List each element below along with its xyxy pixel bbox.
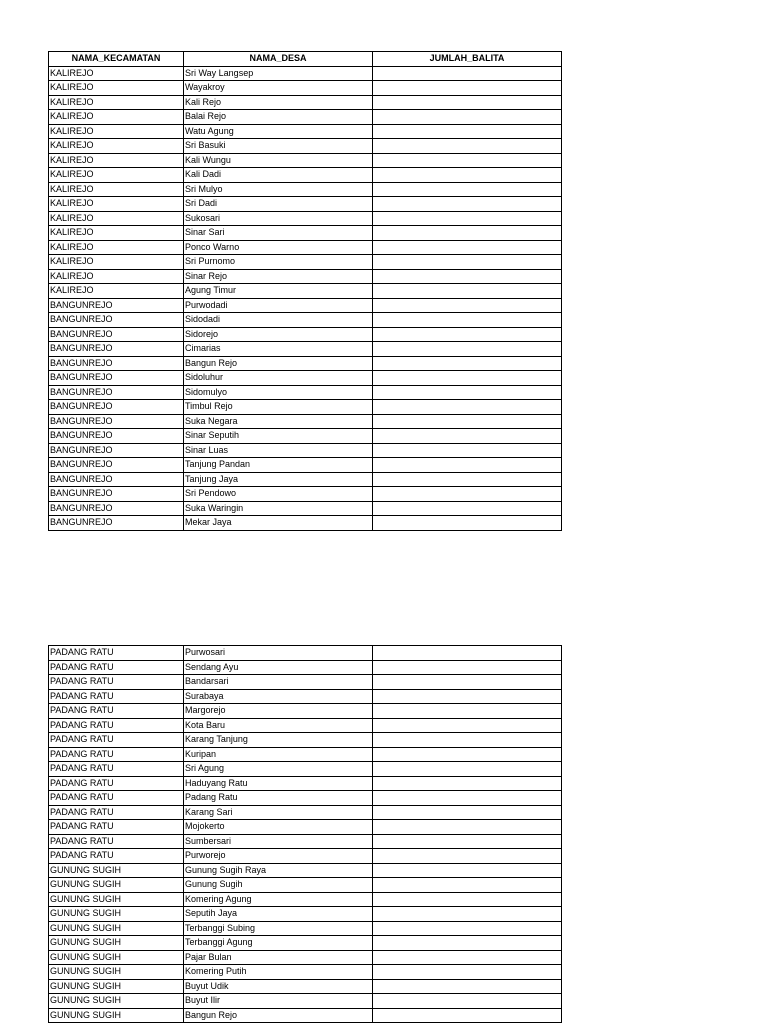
jumlah-balita-cell[interactable] (373, 197, 562, 212)
jumlah-balita-cell[interactable] (373, 689, 562, 704)
table-row (49, 139, 562, 154)
jumlah-balita-cell[interactable] (373, 1008, 562, 1023)
desa-cell[interactable]: Buyut Ilir (184, 994, 373, 1009)
desa-cell[interactable]: Margorejo (184, 704, 373, 719)
table-row (49, 66, 562, 81)
jumlah-balita-cell[interactable] (373, 820, 562, 835)
table-row (49, 269, 562, 284)
desa-cell[interactable]: Sinar Seputih (184, 429, 373, 444)
desa-cell[interactable]: Wayakroy (184, 81, 373, 96)
jumlah-balita-cell[interactable] (373, 211, 562, 226)
table-row (49, 733, 562, 748)
kecamatan-cell[interactable]: KALIREJO (49, 124, 184, 139)
jumlah-balita-cell[interactable] (373, 95, 562, 110)
desa-cell[interactable]: Purworejo (184, 849, 373, 864)
desa-cell[interactable]: Kuripan (184, 747, 373, 762)
kecamatan-cell[interactable]: BANGUNREJO (49, 472, 184, 487)
desa-cell[interactable]: Sri Purnomo (184, 255, 373, 270)
jumlah-balita-cell[interactable] (373, 994, 562, 1009)
table-row (49, 400, 562, 415)
kecamatan-cell[interactable]: KALIREJO (49, 139, 184, 154)
kecamatan-cell[interactable]: GUNUNG SUGIH (49, 1008, 184, 1023)
desa-cell[interactable]: Gunung Sugih (184, 878, 373, 893)
desa-cell[interactable]: Terbanggi Subing (184, 921, 373, 936)
table-row (49, 472, 562, 487)
kecamatan-cell[interactable]: GUNUNG SUGIH (49, 965, 184, 980)
kecamatan-cell[interactable]: PADANG RATU (49, 805, 184, 820)
jumlah-balita-cell[interactable] (373, 516, 562, 531)
jumlah-balita-cell[interactable] (373, 124, 562, 139)
table-row (49, 921, 562, 936)
jumlah-balita-cell[interactable] (373, 284, 562, 299)
jumlah-balita-cell[interactable] (373, 240, 562, 255)
desa-cell[interactable]: Tanjung Pandan (184, 458, 373, 473)
kecamatan-cell[interactable]: BANGUNREJO (49, 400, 184, 415)
table-row (49, 704, 562, 719)
jumlah-balita-cell[interactable] (373, 921, 562, 936)
table-row (49, 429, 562, 444)
kecamatan-cell[interactable]: PADANG RATU (49, 675, 184, 690)
jumlah-balita-cell[interactable] (373, 487, 562, 502)
jumlah-balita-cell[interactable] (373, 414, 562, 429)
kecamatan-cell[interactable]: BANGUNREJO (49, 298, 184, 313)
kecamatan-cell[interactable]: BANGUNREJO (49, 516, 184, 531)
jumlah-balita-cell[interactable] (373, 313, 562, 328)
desa-cell[interactable]: Pajar Bulan (184, 950, 373, 965)
desa-cell[interactable]: Sinar Sari (184, 226, 373, 241)
jumlah-balita-cell[interactable] (373, 646, 562, 661)
kecamatan-cell[interactable]: PADANG RATU (49, 791, 184, 806)
table-row (49, 458, 562, 473)
jumlah-balita-cell[interactable] (373, 429, 562, 444)
jumlah-balita-cell[interactable] (373, 834, 562, 849)
header-jumlah-balita: JUMLAH_BALITA (373, 52, 562, 67)
kecamatan-cell[interactable]: PADANG RATU (49, 660, 184, 675)
jumlah-balita-cell[interactable] (373, 458, 562, 473)
desa-cell[interactable]: Bangun Rejo (184, 1008, 373, 1023)
desa-cell[interactable]: Seputih Jaya (184, 907, 373, 922)
jumlah-balita-cell[interactable] (373, 892, 562, 907)
kecamatan-cell[interactable]: KALIREJO (49, 211, 184, 226)
jumlah-balita-cell[interactable] (373, 675, 562, 690)
table-row (49, 646, 562, 661)
kecamatan-cell[interactable]: BANGUNREJO (49, 385, 184, 400)
kecamatan-cell[interactable]: PADANG RATU (49, 820, 184, 835)
table-row (49, 197, 562, 212)
table-row (49, 718, 562, 733)
table-row (49, 849, 562, 864)
desa-cell[interactable]: Sinar Rejo (184, 269, 373, 284)
desa-cell[interactable]: Tanjung Jaya (184, 472, 373, 487)
jumlah-balita-cell[interactable] (373, 356, 562, 371)
table-row (49, 356, 562, 371)
jumlah-balita-cell[interactable] (373, 805, 562, 820)
desa-cell[interactable]: Sri Dadi (184, 197, 373, 212)
desa-cell[interactable]: Buyut Udik (184, 979, 373, 994)
desa-cell[interactable]: Sri Pendowo (184, 487, 373, 502)
table-row (49, 255, 562, 270)
kecamatan-cell[interactable]: BANGUNREJO (49, 313, 184, 328)
kecamatan-cell[interactable]: GUNUNG SUGIH (49, 892, 184, 907)
desa-cell[interactable]: Suka Negara (184, 414, 373, 429)
jumlah-balita-cell[interactable] (373, 153, 562, 168)
table-row (49, 776, 562, 791)
kecamatan-cell[interactable]: KALIREJO (49, 197, 184, 212)
table-row (49, 342, 562, 357)
jumlah-balita-cell[interactable] (373, 66, 562, 81)
desa-cell[interactable]: Kali Rejo (184, 95, 373, 110)
jumlah-balita-cell[interactable] (373, 269, 562, 284)
kecamatan-cell[interactable]: GUNUNG SUGIH (49, 921, 184, 936)
jumlah-balita-cell[interactable] (373, 965, 562, 980)
jumlah-balita-cell[interactable] (373, 704, 562, 719)
jumlah-balita-cell[interactable] (373, 255, 562, 270)
kecamatan-cell[interactable]: BANGUNREJO (49, 356, 184, 371)
jumlah-balita-cell[interactable] (373, 849, 562, 864)
kecamatan-cell[interactable]: KALIREJO (49, 153, 184, 168)
kecamatan-cell[interactable]: KALIREJO (49, 182, 184, 197)
jumlah-balita-cell[interactable] (373, 342, 562, 357)
jumlah-balita-cell[interactable] (373, 747, 562, 762)
header-nama-desa: NAMA_DESA (184, 52, 373, 67)
desa-cell[interactable]: Timbul Rejo (184, 400, 373, 415)
desa-cell[interactable]: Karang Tanjung (184, 733, 373, 748)
desa-cell[interactable]: Cimarias (184, 342, 373, 357)
table-row (49, 762, 562, 777)
kecamatan-cell[interactable]: BANGUNREJO (49, 443, 184, 458)
kecamatan-cell[interactable]: BANGUNREJO (49, 429, 184, 444)
jumlah-balita-cell[interactable] (373, 660, 562, 675)
desa-cell[interactable]: Sumbersari (184, 834, 373, 849)
table-row (49, 313, 562, 328)
kecamatan-cell[interactable]: GUNUNG SUGIH (49, 863, 184, 878)
table-row (49, 95, 562, 110)
kecamatan-cell[interactable]: GUNUNG SUGIH (49, 936, 184, 951)
kecamatan-cell[interactable]: GUNUNG SUGIH (49, 994, 184, 1009)
kecamatan-cell[interactable]: KALIREJO (49, 284, 184, 299)
table-row (49, 878, 562, 893)
table-body-2 (49, 646, 562, 1023)
desa-cell[interactable]: Sri Agung (184, 762, 373, 777)
table-row (49, 240, 562, 255)
desa-cell[interactable]: Komering Agung (184, 892, 373, 907)
jumlah-balita-cell[interactable] (373, 718, 562, 733)
desa-cell[interactable]: Purwosari (184, 646, 373, 661)
desa-table-2 (48, 645, 562, 1023)
desa-cell[interactable]: Bandarsari (184, 675, 373, 690)
jumlah-balita-cell[interactable] (373, 950, 562, 965)
table-row (49, 675, 562, 690)
table-row (49, 81, 562, 96)
kecamatan-cell[interactable]: KALIREJO (49, 168, 184, 183)
table-row (49, 907, 562, 922)
jumlah-balita-cell[interactable] (373, 733, 562, 748)
kecamatan-cell[interactable]: KALIREJO (49, 81, 184, 96)
table-body-1 (49, 66, 562, 530)
desa-cell[interactable]: Sri Basuki (184, 139, 373, 154)
jumlah-balita-cell[interactable] (373, 443, 562, 458)
table-row (49, 487, 562, 502)
table-row (49, 124, 562, 139)
table-row (49, 950, 562, 965)
jumlah-balita-cell[interactable] (373, 371, 562, 386)
table-row (49, 182, 562, 197)
desa-cell[interactable]: Sukosari (184, 211, 373, 226)
table-row (49, 385, 562, 400)
jumlah-balita-cell[interactable] (373, 110, 562, 125)
desa-cell[interactable]: Komering Putih (184, 965, 373, 980)
desa-cell[interactable]: Kali Dadi (184, 168, 373, 183)
desa-cell[interactable]: Bangun Rejo (184, 356, 373, 371)
desa-cell[interactable]: Balai Rejo (184, 110, 373, 125)
table-row (49, 327, 562, 342)
kecamatan-cell[interactable]: BANGUNREJO (49, 501, 184, 516)
jumlah-balita-cell[interactable] (373, 791, 562, 806)
desa-cell[interactable]: Haduyang Ratu (184, 776, 373, 791)
kecamatan-cell[interactable]: PADANG RATU (49, 733, 184, 748)
kecamatan-cell[interactable]: PADANG RATU (49, 849, 184, 864)
kecamatan-cell[interactable]: KALIREJO (49, 110, 184, 125)
header-row (49, 52, 562, 67)
table-row (49, 689, 562, 704)
header-nama-kecamatan: NAMA_KECAMATAN (49, 52, 184, 67)
kecamatan-cell[interactable]: PADANG RATU (49, 762, 184, 777)
table-row (49, 414, 562, 429)
jumlah-balita-cell[interactable] (373, 501, 562, 516)
desa-cell[interactable]: Gunung Sugih Raya (184, 863, 373, 878)
desa-cell[interactable]: Kota Baru (184, 718, 373, 733)
table-row (49, 791, 562, 806)
kecamatan-cell[interactable]: BANGUNREJO (49, 487, 184, 502)
kecamatan-cell[interactable]: GUNUNG SUGIH (49, 878, 184, 893)
table-row (49, 153, 562, 168)
kecamatan-cell[interactable]: KALIREJO (49, 66, 184, 81)
desa-cell[interactable]: Purwodadi (184, 298, 373, 313)
kecamatan-cell[interactable]: KALIREJO (49, 226, 184, 241)
table-row (49, 863, 562, 878)
table-row (49, 834, 562, 849)
kecamatan-cell[interactable]: BANGUNREJO (49, 458, 184, 473)
kecamatan-cell[interactable]: KALIREJO (49, 240, 184, 255)
table-row (49, 892, 562, 907)
table-row (49, 979, 562, 994)
table-row (49, 805, 562, 820)
table-row (49, 994, 562, 1009)
table-row (49, 820, 562, 835)
jumlah-balita-cell[interactable] (373, 226, 562, 241)
jumlah-balita-cell[interactable] (373, 400, 562, 415)
desa-cell[interactable]: Terbanggi Agung (184, 936, 373, 951)
kecamatan-cell[interactable]: PADANG RATU (49, 646, 184, 661)
table-row (49, 226, 562, 241)
desa-cell[interactable]: Agung Timur (184, 284, 373, 299)
table-row (49, 211, 562, 226)
desa-table-1 (48, 51, 562, 531)
table-row (49, 501, 562, 516)
table-row (49, 168, 562, 183)
desa-cell[interactable]: Mekar Jaya (184, 516, 373, 531)
desa-cell[interactable]: Sri Way Langsep (184, 66, 373, 81)
table-row (49, 936, 562, 951)
table-row (49, 660, 562, 675)
jumlah-balita-cell[interactable] (373, 327, 562, 342)
jumlah-balita-cell[interactable] (373, 776, 562, 791)
jumlah-balita-cell[interactable] (373, 936, 562, 951)
jumlah-balita-cell[interactable] (373, 979, 562, 994)
kecamatan-cell[interactable]: BANGUNREJO (49, 327, 184, 342)
kecamatan-cell[interactable]: GUNUNG SUGIH (49, 979, 184, 994)
table-row (49, 443, 562, 458)
kecamatan-cell[interactable]: GUNUNG SUGIH (49, 907, 184, 922)
kecamatan-cell[interactable]: KALIREJO (49, 269, 184, 284)
kecamatan-cell[interactable]: KALIREJO (49, 255, 184, 270)
table-row (49, 284, 562, 299)
desa-cell[interactable]: Watu Agung (184, 124, 373, 139)
jumlah-balita-cell[interactable] (373, 863, 562, 878)
desa-cell[interactable]: Ponco Warno (184, 240, 373, 255)
desa-cell[interactable]: Suka Waringin (184, 501, 373, 516)
jumlah-balita-cell[interactable] (373, 472, 562, 487)
table-row (49, 965, 562, 980)
desa-cell[interactable]: Sidoluhur (184, 371, 373, 386)
kecamatan-cell[interactable]: BANGUNREJO (49, 371, 184, 386)
desa-cell[interactable]: Sinar Luas (184, 443, 373, 458)
table-row (49, 298, 562, 313)
kecamatan-cell[interactable]: BANGUNREJO (49, 414, 184, 429)
table-row (49, 516, 562, 531)
desa-cell[interactable]: Sidorejo (184, 327, 373, 342)
table-row (49, 371, 562, 386)
desa-cell[interactable]: Mojokerto (184, 820, 373, 835)
jumlah-balita-cell[interactable] (373, 168, 562, 183)
desa-cell[interactable]: Karang Sari (184, 805, 373, 820)
desa-cell[interactable]: Padang Ratu (184, 791, 373, 806)
jumlah-balita-cell[interactable] (373, 762, 562, 777)
kecamatan-cell[interactable]: PADANG RATU (49, 689, 184, 704)
desa-cell[interactable]: Sidodadi (184, 313, 373, 328)
kecamatan-cell[interactable]: KALIREJO (49, 95, 184, 110)
table-row (49, 110, 562, 125)
jumlah-balita-cell[interactable] (373, 81, 562, 96)
jumlah-balita-cell[interactable] (373, 907, 562, 922)
kecamatan-cell[interactable]: PADANG RATU (49, 776, 184, 791)
kecamatan-cell[interactable]: PADANG RATU (49, 718, 184, 733)
table-row (49, 1008, 562, 1023)
jumlah-balita-cell[interactable] (373, 182, 562, 197)
kecamatan-cell[interactable]: GUNUNG SUGIH (49, 950, 184, 965)
desa-cell[interactable]: Kali Wungu (184, 153, 373, 168)
jumlah-balita-cell[interactable] (373, 385, 562, 400)
desa-cell[interactable]: Surabaya (184, 689, 373, 704)
desa-cell[interactable]: Sidomulyo (184, 385, 373, 400)
desa-cell[interactable]: Sendang Ayu (184, 660, 373, 675)
jumlah-balita-cell[interactable] (373, 878, 562, 893)
desa-cell[interactable]: Sri Mulyo (184, 182, 373, 197)
kecamatan-cell[interactable]: PADANG RATU (49, 704, 184, 719)
kecamatan-cell[interactable]: PADANG RATU (49, 834, 184, 849)
kecamatan-cell[interactable]: PADANG RATU (49, 747, 184, 762)
table-row (49, 747, 562, 762)
kecamatan-cell[interactable]: BANGUNREJO (49, 342, 184, 357)
jumlah-balita-cell[interactable] (373, 139, 562, 154)
jumlah-balita-cell[interactable] (373, 298, 562, 313)
